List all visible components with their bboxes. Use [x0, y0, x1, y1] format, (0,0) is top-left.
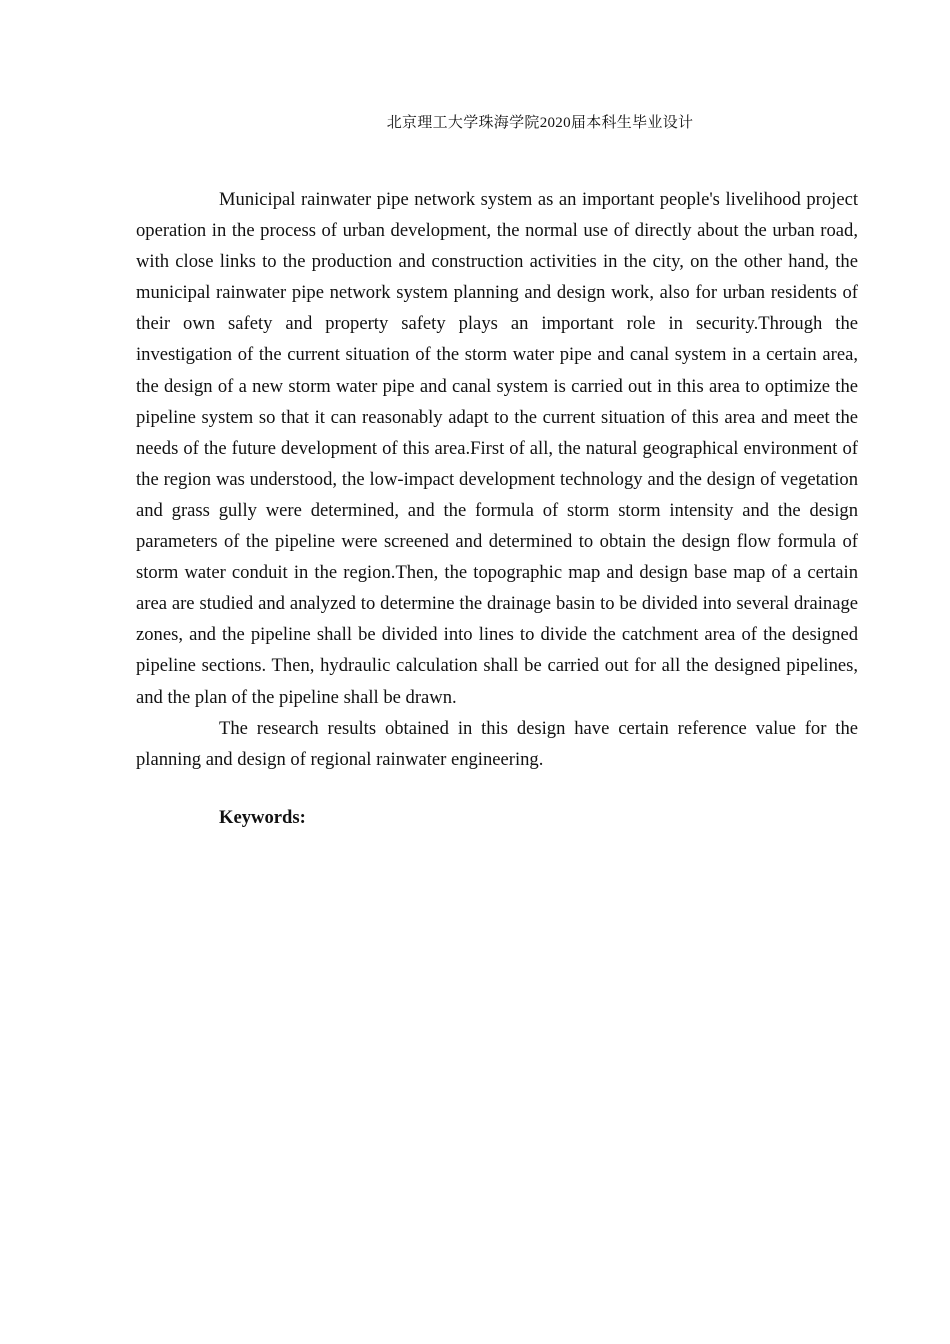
keywords-label: Keywords: [219, 807, 306, 828]
abstract-body [136, 184, 858, 775]
abstract-paragraph-1: Municipal rainwater pipe network system as an important people's livelihood project operation in the process of urban development, the normal use of directly about the urban road, with close links to the production and construction activities in the city, on the other hand, the municipal rainwater pipe network system planning and design work, also for urban residents of their own safety and property safety plays an important role in security.Through the investigation of the current situation of the storm water pipe and canal system in a certain area, the design of a new storm water pipe and canal system is carried out in this area to optimize the pipeline system so that it can reasonably adapt to the current situation of this area and meet the needs of the future development of this area.First of all, the natural geographical environment of the region was understood, the low-impact development technology and the design of vegetation and grass gully were determined, and the formula of storm storm intensity and the design parameters of the pipeline were screened and determined to obtain the design flow formula of storm water conduit in the region.Then, the topographic map and design base map of a certain area are studied and analyzed to determine the drainage basin to be divided into several drainage zones, and the pipeline shall be divided into lines to divide the catchment area of the designed pipeline sections. Then, hydraulic calculation shall be carried out for all the designed pipelines, and the plan of the pipeline shall be drawn. [136, 189, 858, 708]
running-header: 北京理工大学珠海学院2020届本科生毕业设计 [386, 115, 694, 131]
abstract-paragraph-2: The research results obtained in this design have certain reference value for the planning and design of regional rainwater engineering. [136, 717, 858, 770]
